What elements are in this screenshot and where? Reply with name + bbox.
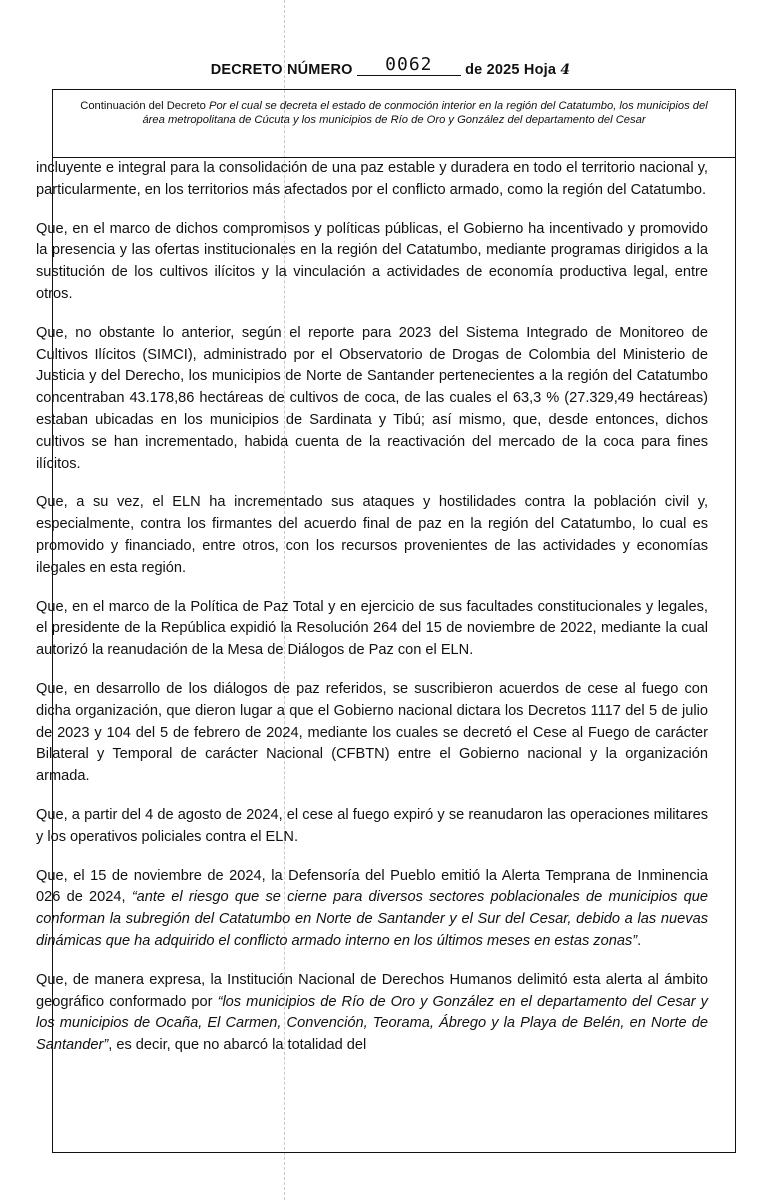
paragraph bbox=[36, 323, 708, 476]
decree-year-page-label: de 2025 Hoja bbox=[465, 62, 557, 78]
paragraph bbox=[36, 970, 708, 1057]
decree-caption bbox=[53, 98, 735, 158]
paragraph bbox=[36, 805, 708, 849]
paragraph-text: Que, de manera expresa, la Institución Nacional de Derechos Humanos delimitó esta alerta al ámbito geográfico conformado por bbox=[36, 971, 708, 1010]
paragraph bbox=[36, 866, 708, 953]
decree-number: 0062 bbox=[357, 54, 461, 76]
caption-intro: Continuación del Decreto bbox=[80, 100, 209, 112]
paragraph-text: Que, en el marco de la Política de Paz Total y en ejercicio de sus facultades constitucionales y legales, el presidente de la República expidió la Resolución 264 del 15 de noviembre de 2022, mediante la cual autorizó la reanudación de la Mesa de Diálogos de Paz con el ELN. bbox=[36, 598, 708, 659]
paragraph-text: Que, en el marco de dichos compromisos y políticas públicas, el Gobierno ha incentivado y promovido la presencia y las ofertas institucionales en la región del Catatumbo, mediante programas dirigidos a la sustitución de los cultivos ilícitos y la vinculación a actividades de economía productiva legal, entre otros. bbox=[36, 220, 708, 302]
paragraph bbox=[36, 492, 708, 579]
quoted-municipalities-text: “los municipios de Río de Oro y González en el departamento del Cesar y los municipios de Ocaña, El Carmen, Convención, Teorama, Ábrego y la Playa de Belén, en Norte de Santander” bbox=[36, 993, 708, 1054]
quoted-alert-text: “ante el riesgo que se cierne para diversos sectores poblacionales de municipios que conforman la subregión del Catatumbo en Norte de Santander y el Sur del Cesar, debido a las nuevas dinámicas que ha adquirido el conflicto armado interno en los últimos meses en estas zonas” bbox=[36, 889, 708, 949]
paragraph-text: Que, a partir del 4 de agosto de 2024, el cese al fuego expiró y se reanudaron las operaciones militares y los operativos policiales contra el ELN. bbox=[36, 806, 708, 845]
paragraph-text: Que, a su vez, el ELN ha incrementado sus ataques y hostilidades contra la población civil y, especialmente, contra los firmantes del acuerdo final de paz en la región del Catatumbo, lo cual es promovido y financiado, entre otros, con los recursos provenientes de las actividades y economías ilegales en esta región. bbox=[36, 494, 708, 576]
decree-body bbox=[36, 158, 708, 1074]
paragraph-text: Que, no obstante lo anterior, según el reporte para 2023 del Sistema Integrado de Monitoreo de Cultivos Ilícitos (SIMCI), administrado por el Observatorio de Drogas de Colombia del Ministerio de Justicia y del Derecho, los municipios de Norte de Santander pertenecientes a la región del Catatumbo concentraban 43.178,86 hectáreas de cultivos de coca, de las cuales el 63,3 % (27.329,49 hectáreas) estaban ubicadas en los municipios de Sardinata y Tibú; así mismo, que, desde entonces, dichos cultivos se han incrementado, habida cuenta de la reactivación del mercado de la coca para fines ilícitos. bbox=[36, 324, 708, 472]
decree-number-label: DECRETO NÚMERO bbox=[210, 62, 353, 78]
paragraph bbox=[36, 158, 708, 202]
paragraph bbox=[36, 219, 708, 306]
paragraph-tail: . bbox=[637, 932, 642, 949]
paragraph-tail: , es decir, que no abarcó la totalidad del bbox=[108, 1037, 367, 1054]
paragraph bbox=[36, 597, 708, 662]
caption-title: Por el cual se decreta el estado de conmoción interior en la región del Catatumbo, los municipios del área metropolitana de Cúcuta y los municipios de Río de Oro y González del departamento del Cesar bbox=[142, 100, 708, 126]
page-number: 4 bbox=[560, 62, 571, 78]
paragraph-text: Que, en desarrollo de los diálogos de paz referidos, se suscribieron acuerdos de cese al fuego con dicha organización, que dieron lugar a que el Gobierno nacional dictara los Decretos 1117 del 5 de julio de 2023 y 104 del 5 de febrero de 2024, mediante los cuales se decretó el Cese al Fuego de carácter Bilateral y Temporal de carácter Nacional (CFBTN) entre el Gobierno nacional y la organización armada. bbox=[36, 680, 708, 785]
decree-header bbox=[0, 54, 781, 80]
paragraph bbox=[36, 679, 708, 788]
paragraph-text: incluyente e integral para la consolidación de una paz estable y duradera en todo el territorio nacional y, particularmente, en los territorios más afectados por el conflicto armado, como la región del Catatumbo. bbox=[36, 160, 708, 198]
paragraph-text: Que, el 15 de noviembre de 2024, la Defensoría del Pueblo emitió la Alerta Temprana de Inminencia 026 de 2024, bbox=[36, 867, 708, 906]
